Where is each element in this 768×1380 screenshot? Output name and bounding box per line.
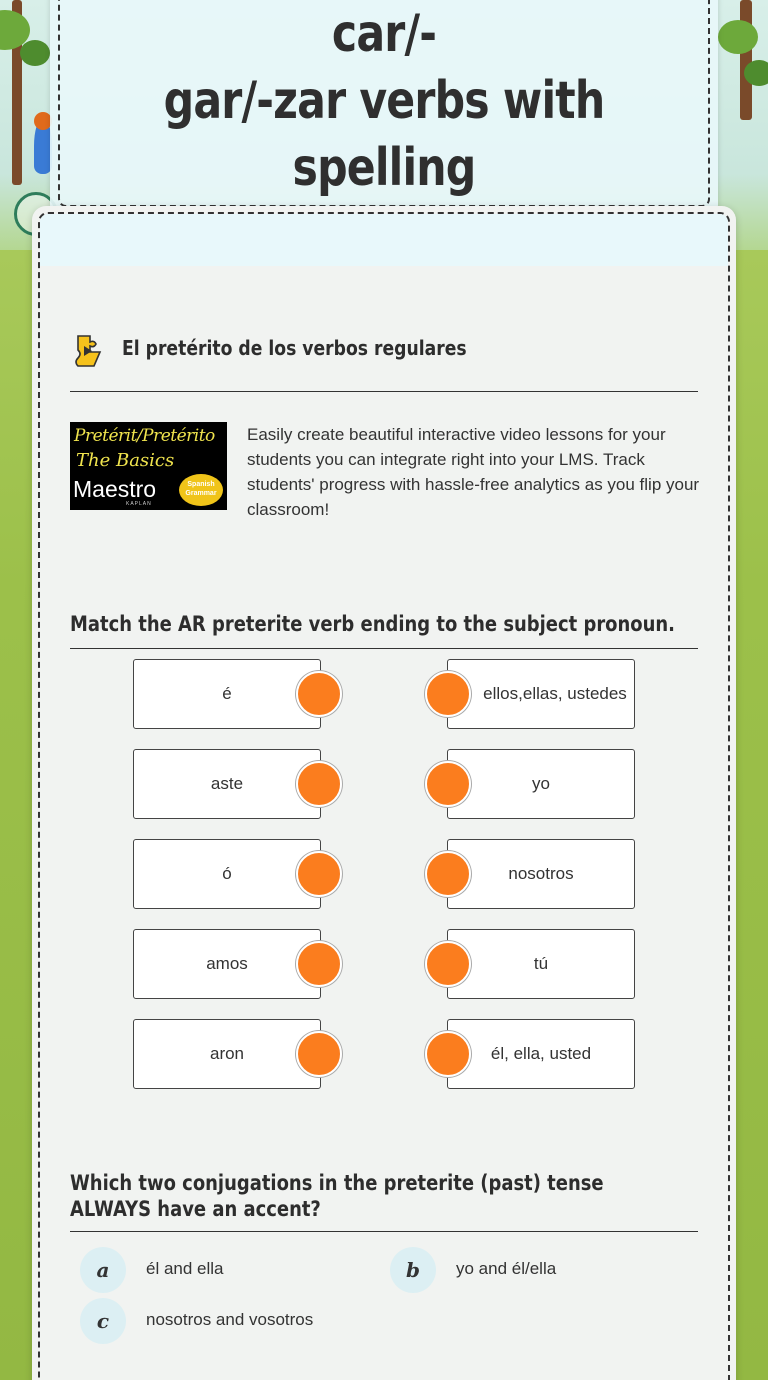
right-tree-decoration bbox=[718, 0, 768, 130]
match-connector-dot-left[interactable] bbox=[296, 671, 342, 717]
choice-a-text[interactable]: él and ella bbox=[146, 1259, 224, 1278]
match-left-label: ó bbox=[222, 864, 232, 883]
choice-c-text[interactable]: nosotros and vosotros bbox=[146, 1310, 314, 1329]
match-connector-dot-right[interactable] bbox=[425, 941, 471, 987]
thumbnail-publisher: KAPLAN bbox=[126, 501, 152, 507]
thumbnail-brand: Maestro bbox=[73, 476, 157, 502]
choice-divider bbox=[70, 1231, 698, 1232]
match-right-item[interactable] bbox=[447, 749, 635, 819]
match-right-item[interactable] bbox=[447, 1019, 635, 1089]
worksheet-top-band bbox=[40, 214, 728, 266]
match-connector-dot-right[interactable] bbox=[425, 1031, 471, 1077]
match-connector-dot-right[interactable] bbox=[425, 761, 471, 807]
video-description: Easily create beautiful interactive video lessons for your students you can integrate right into your LMS. Track students' progress with hassle-free analytics as you flip your classroom! bbox=[247, 425, 700, 519]
match-right-item[interactable] bbox=[447, 929, 635, 999]
match-left-item[interactable] bbox=[133, 659, 321, 729]
match-right-item[interactable] bbox=[447, 659, 635, 729]
match-connector-dot-right[interactable] bbox=[425, 851, 471, 897]
match-connector-dot-left[interactable] bbox=[296, 851, 342, 897]
page-title-line: gar/-zar verbs with spelling bbox=[163, 71, 605, 198]
matching-question: Match the AR preterite verb ending to the subject pronoun. bbox=[70, 612, 676, 636]
video-section-heading: El pretérito de los verbos regulares bbox=[122, 336, 467, 360]
match-right-item[interactable] bbox=[447, 839, 635, 909]
match-right-label: ellos,ellas, ustedes bbox=[483, 684, 627, 703]
thumbnail-badge: Spanish Grammar bbox=[179, 474, 223, 506]
match-left-label: aste bbox=[210, 774, 244, 793]
video-puzzle-icon bbox=[74, 334, 104, 368]
page-title-line: car/- bbox=[331, 4, 437, 64]
match-left-item[interactable] bbox=[133, 839, 321, 909]
match-connector-dot-right[interactable] bbox=[425, 671, 471, 717]
title-card bbox=[50, 0, 718, 215]
match-left-label: é bbox=[222, 684, 232, 703]
thumbnail-title: Pretérit/Pretérito bbox=[74, 426, 215, 446]
match-left-item[interactable] bbox=[133, 749, 321, 819]
match-left-label: aron bbox=[209, 1044, 245, 1063]
choice-c-letter[interactable]: c bbox=[80, 1298, 126, 1344]
choice-b-letter[interactable]: b bbox=[390, 1247, 436, 1293]
match-right-label: tú bbox=[533, 954, 549, 973]
match-left-item[interactable] bbox=[133, 929, 321, 999]
match-left-label: amos bbox=[206, 954, 248, 973]
video-thumbnail[interactable] bbox=[70, 422, 227, 510]
choice-b-text[interactable]: yo and él/ella bbox=[456, 1259, 557, 1278]
match-connector-dot-left[interactable] bbox=[296, 761, 342, 807]
match-right-label: nosotros bbox=[508, 864, 574, 883]
thumbnail-subtitle: The Basics bbox=[76, 450, 175, 471]
choice-a-letter[interactable]: a bbox=[80, 1247, 126, 1293]
match-right-label: yo bbox=[532, 774, 550, 793]
match-connector-dot-left[interactable] bbox=[296, 1031, 342, 1077]
match-right-label: él, ella, usted bbox=[490, 1044, 592, 1063]
video-section-divider bbox=[70, 391, 698, 392]
choice-question: Which two conjugations in the preterite (past) tense ALWAYS have an accent? bbox=[70, 1171, 604, 1221]
match-connector-dot-left[interactable] bbox=[296, 941, 342, 987]
match-left-item[interactable] bbox=[133, 1019, 321, 1089]
matching-divider bbox=[70, 648, 698, 649]
